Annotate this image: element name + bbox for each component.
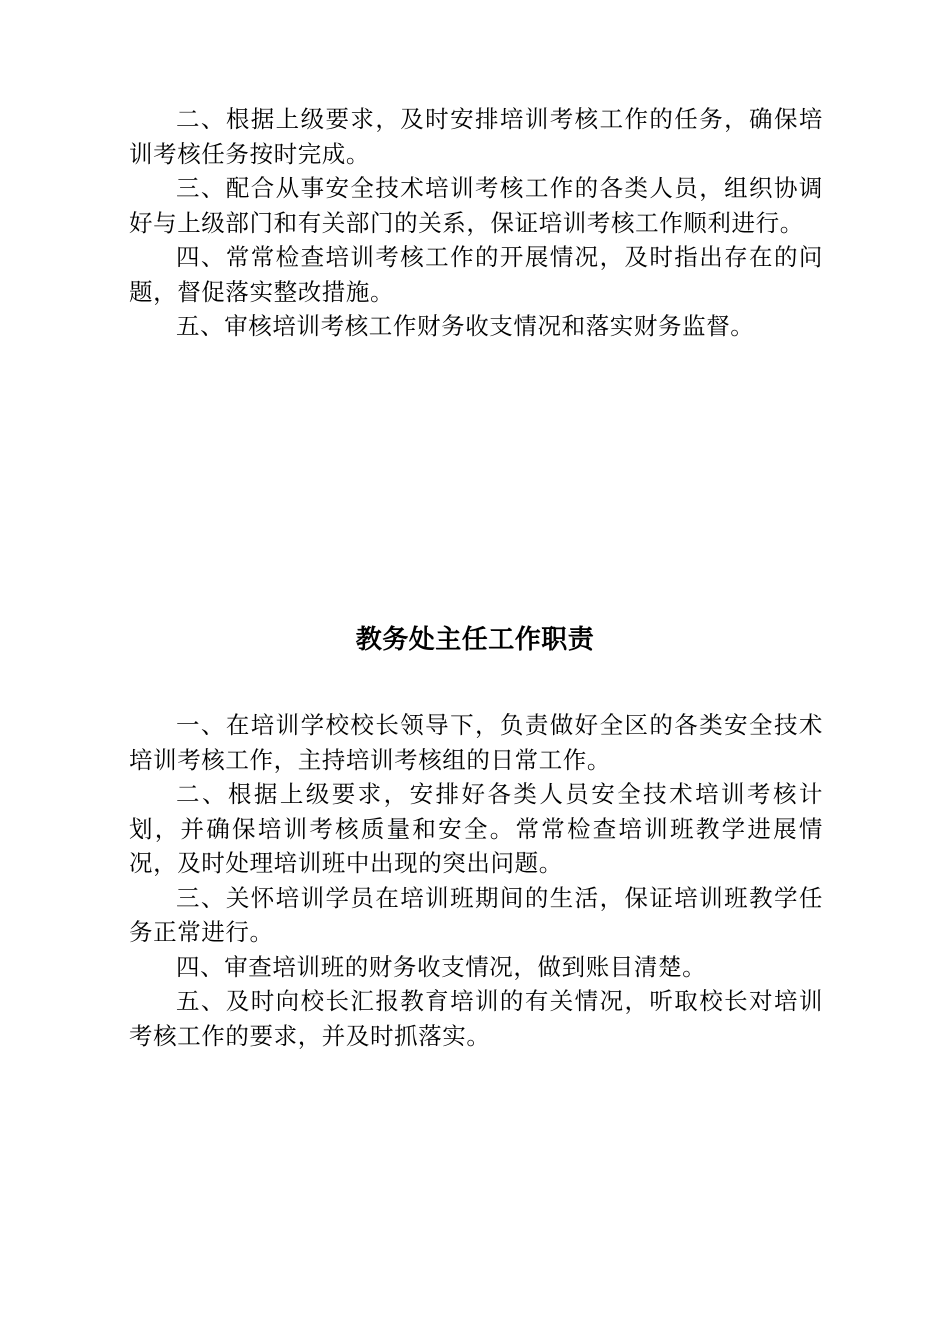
director-responsibilities: [129, 708, 823, 1053]
paragraph: 四、常常检查培训考核工作的开展情况，及时指出存在的问题，督促落实整改措施。: [129, 243, 823, 306]
paragraph: 二、根据上级要求，及时安排培训考核工作的任务，确保培训考核任务按时完成。: [129, 105, 823, 168]
paragraph: 二、根据上级要求，安排好各类人员安全技术培训考核计划，并确保培训考核质量和安全。常常检查培训班教学进展情况，及时处理培训班中出现的突出问题。: [129, 780, 823, 877]
responsibilities-continued: [129, 102, 823, 344]
paragraph: 三、关怀培训学员在培训班期间的生活，保证培训班教学任务正常进行。: [129, 883, 823, 946]
paragraph: 五、及时向校长汇报教育培训的有关情况，听取校长对培训考核工作的要求，并及时抓落实。: [129, 987, 823, 1050]
paragraph: 四、审查培训班的财务收支情况，做到账目清楚。: [176, 952, 707, 981]
paragraph: 三、配合从事安全技术培训考核工作的各类人员，组织协调好与上级部门和有关部门的关系，保证培训考核工作顺利进行。: [129, 174, 823, 237]
paragraph: 一、在培训学校校长领导下，负责做好全区的各类安全技术培训考核工作，主持培训考核组的日常工作。: [129, 711, 823, 774]
paragraph: 五、审核培训考核工作财务收支情况和落实财务监督。: [176, 312, 755, 340]
section-title: 教务处主任工作职责: [355, 625, 595, 655]
